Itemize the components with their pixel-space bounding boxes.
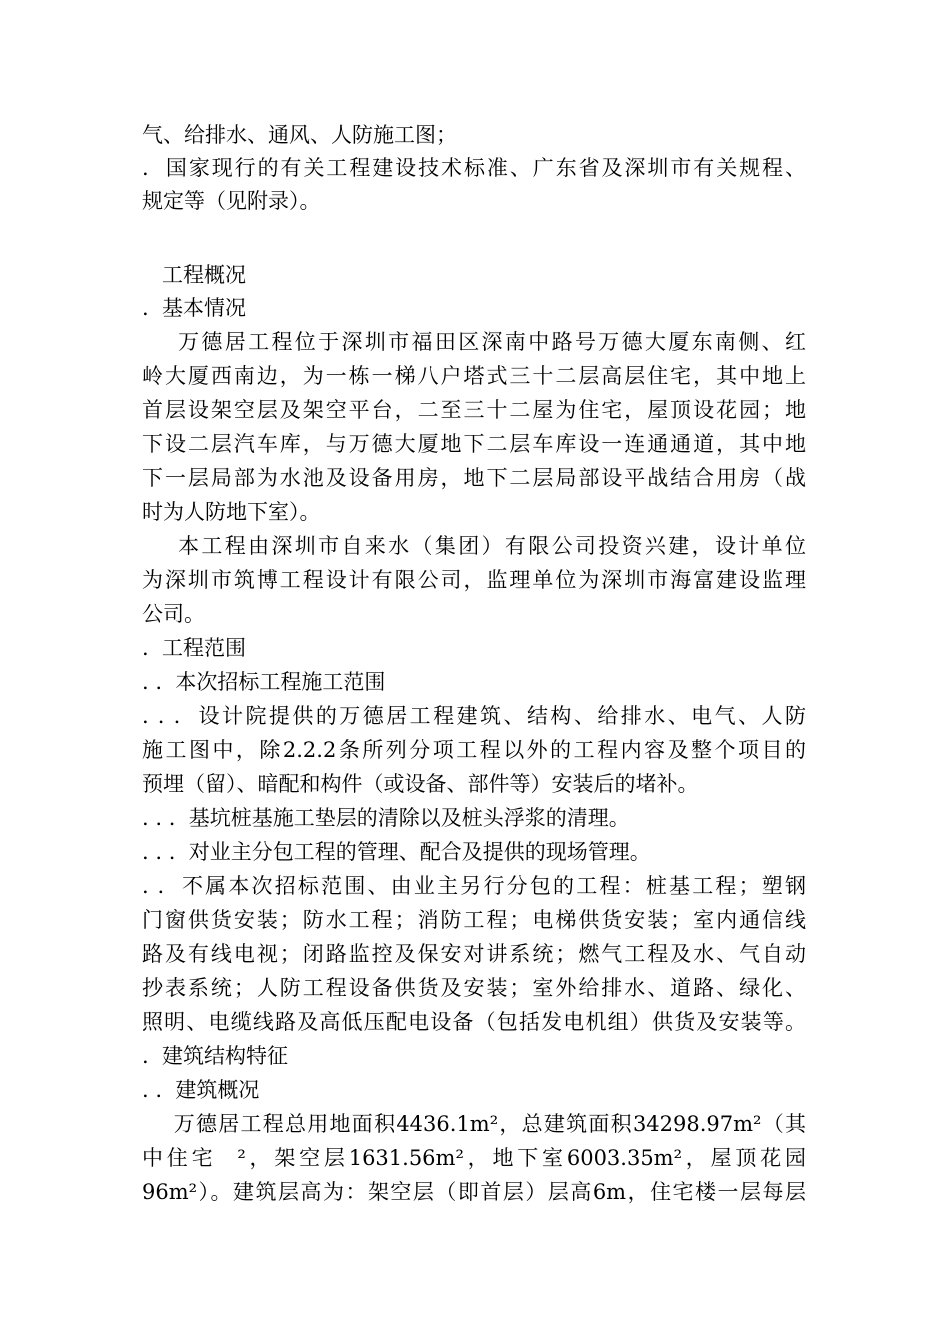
subsection-heading: . . 建筑概况 [142, 1078, 260, 1102]
text-line: . . . 基坑桩基施工垫层的清除以及桩头浮浆的清理。 [142, 806, 630, 830]
text-line: 万德居工程位于深圳市福田区深南中路号万德大厦东南侧、红 [142, 330, 806, 354]
text-line: 公司。 [142, 602, 205, 626]
text-line: 预埋（留）、暗配和构件（或设备、部件等）安装后的堵补。 [142, 772, 699, 796]
text-line: 万德居工程总用地面积4436.1m²，总建筑面积34298.97m²（其 [142, 1112, 806, 1136]
text-line: 照明、电缆线路及高低压配电设备（包括发电机组）供货及安装等。 [142, 1010, 806, 1034]
text-line: 时为人防地下室）。 [142, 500, 321, 524]
text-line: . . 不属本次招标范围、由业主另行分包的工程：桩基工程；塑钢 [142, 874, 806, 898]
text-line: 中住宅 ²，架空层1631.56m²，地下室6003.35m²，屋顶花园 [142, 1146, 806, 1170]
text-line: 施工图中，除2.2.2条所列分项工程以外的工程内容及整个项目的 [142, 738, 806, 762]
text-line: 为深圳市筑博工程设计有限公司，监理单位为深圳市海富建设监理 [142, 568, 806, 592]
text-line: . 国家现行的有关工程建设技术标准、广东省及深圳市有关规程、 [142, 156, 806, 180]
text-line: . . . 对业主分包工程的管理、配合及提供的现场管理。 [142, 840, 651, 864]
subsection-heading: . 工程范围 [142, 636, 247, 660]
text-line: 门窗供货安装；防水工程；消防工程；电梯供货安装；室内通信线 [142, 908, 806, 932]
text-line: 96m²）。建筑层高为：架空层（即首层）层高6m，住宅楼一层每层 [142, 1180, 806, 1204]
subsection-heading: . . 本次招标工程施工范围 [142, 670, 386, 694]
subsection-heading: . 基本情况 [142, 296, 247, 320]
text-line: 本工程由深圳市自来水（集团）有限公司投资兴建，设计单位 [142, 534, 806, 558]
text-line: 气、给排水、通风、人防施工图； [142, 123, 457, 147]
section-heading: 工程概况 [142, 263, 247, 287]
text-line: 路及有线电视；闭路监控及保安对讲系统；燃气工程及水、气自动 [142, 942, 806, 966]
text-line: 抄表系统；人防工程设备供货及安装；室外给排水、道路、绿化、 [142, 976, 806, 1000]
text-line: . . . 设计院提供的万德居工程建筑、结构、给排水、电气、人防 [142, 704, 806, 728]
text-line: 岭大厦西南边，为一栋一梯八户塔式三十二层高层住宅，其中地上 [142, 364, 806, 388]
text-line: 规定等（见附录）。 [142, 189, 321, 213]
subsection-heading: . 建筑结构特征 [142, 1044, 289, 1068]
text-line: 下设二层汽车库，与万德大厦地下二层车库设一连通通道，其中地 [142, 432, 806, 456]
text-line: 下一层局部为水池及设备用房，地下二层局部设平战结合用房（战 [142, 466, 806, 490]
text-line: 首层设架空层及架空平台，二至三十二屋为住宅，屋顶设花园；地 [142, 398, 806, 422]
